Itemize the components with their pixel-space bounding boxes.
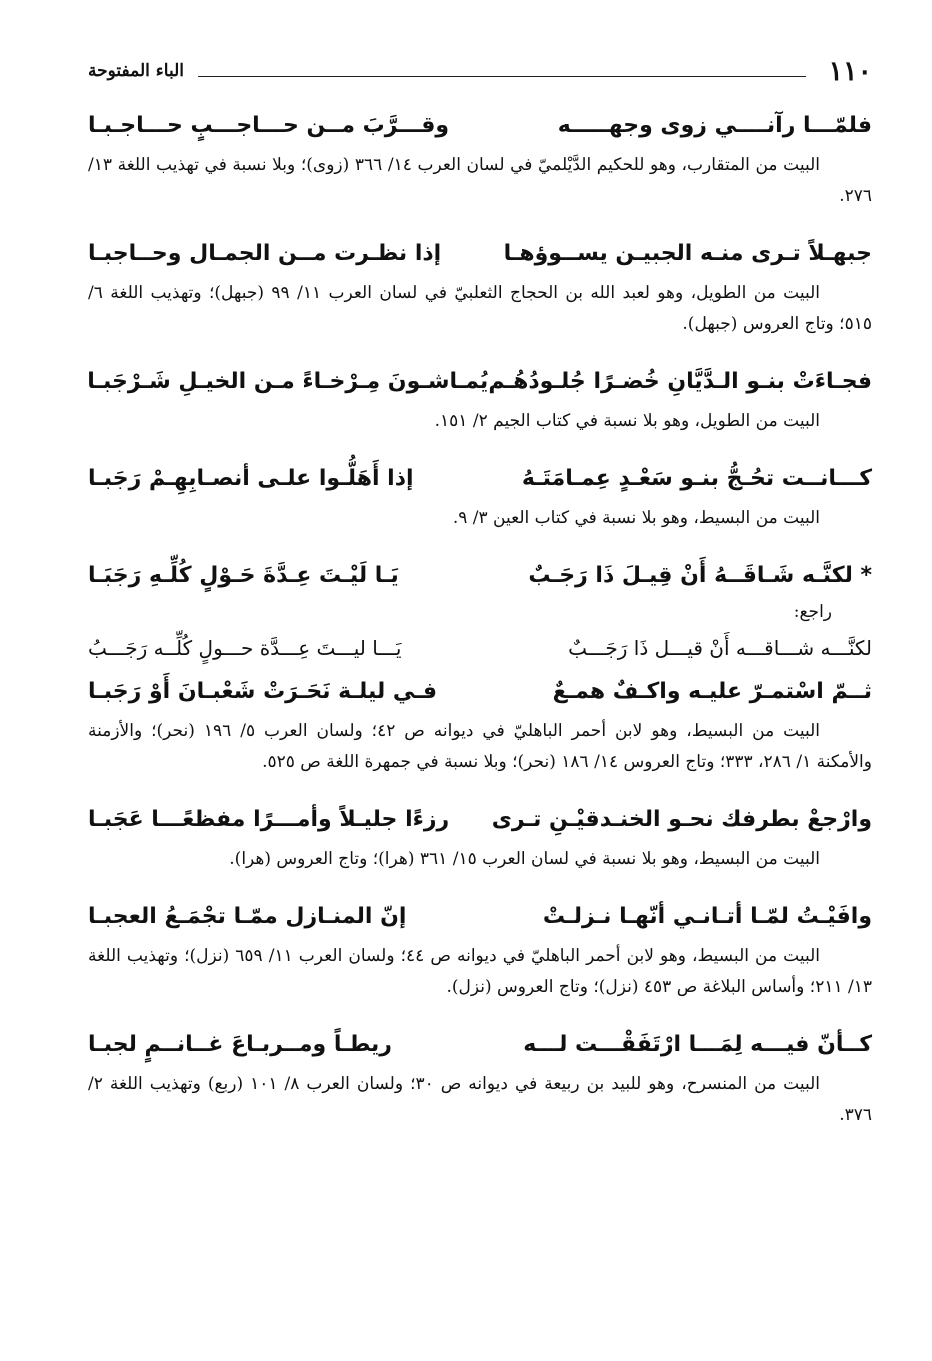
page-body: [88, 104, 872, 1151]
verse-second-hemistich: يُمـاشـونَ مِـرْخـاءً مـن الخيـلِ شَـرْجَبـا: [87, 369, 489, 394]
page-number: ١١٠: [828, 55, 872, 87]
verse-second-hemistich: يَـا لَيْـتَ عِـدَّةَ حَـوْلٍ كُلِّـهِ رَجَبَـا: [88, 563, 399, 588]
verse-line: [88, 1023, 872, 1067]
verse-first-hemistich: وارْجعْ بطرفك نحـو الخنـدقيْـنِ تـرى: [491, 807, 872, 832]
verse-first-hemistich: * لكنَّـه شَـاقَــهُ أَنْ قِيـلَ ذَا رَجَـبٌ: [528, 563, 872, 588]
verse-entry: [88, 554, 872, 670]
verse-line: [88, 104, 872, 148]
verse-commentary: البيت من البسيط، وهو لابن أحمر الباهليّ في ديوانه ص ٤٢؛ ولسان العرب ٥/ ١٩٦ (نحر)؛ والأزمنة والأمكنة ١/ ٢٨٦، ٣٣٣؛ وتاج العروس ١٤/ ١٨٦ (نحر)؛ وبلا نسبة في جمهرة اللغة ص ٥٢٥.: [88, 721, 872, 772]
verse-commentary: البيت من المنسرح، وهو للبيد بن ربيعة في ديوانه ص ٣٠؛ ولسان العرب ٨/ ١٠١ (ربع) وتهذيب اللغة ٢/ ٣٧٦.: [88, 1074, 872, 1125]
verse-second-hemistich: إذا أَهَلُّـوا علـى أنصـابِهِـمْ رَجَبـا: [88, 466, 414, 491]
verse-second-hemistich: إذا نظـرت مــن الجمـال وحــاجبـا: [88, 241, 442, 266]
verse-second-hemistich: إنّ المنـازل ممّـا تجْمَـعُ العجبـا: [88, 904, 407, 929]
verse-first-hemistich: جبهـلاً تـرى منـه الجبيـن يســوؤهـا: [503, 241, 872, 266]
header-rule: [198, 76, 806, 77]
verse-first-hemistich: ثــمّ اسْتمـرّ عليـه واكـفٌ همـعٌ: [552, 679, 872, 704]
verse-line: [88, 895, 872, 939]
verse-first-hemistich: لكنَّـــه شـــاقـــه أَنْ قيـــل ذَا رَجَـــبٌ: [568, 636, 872, 660]
verse-line: [88, 670, 872, 714]
cross-reference-label: راجع:: [793, 602, 832, 622]
verse-line: [88, 457, 872, 501]
verse-line: [88, 554, 872, 598]
verse-second-hemistich: يَـــا ليـــتَ عِـــدَّة حـــولٍ كُلِّــه رَجَـــبُ: [88, 636, 402, 660]
verse-second-hemistich: فـي ليلـة نَحَـرَتْ شَعْبـانَ أَوْ رَجَبـا: [88, 679, 438, 704]
verse-entry: [88, 104, 872, 212]
verse-line: [88, 360, 872, 404]
page-header: [88, 54, 872, 88]
verse-commentary: البيت من البسيط، وهو لابن أحمر الباهليّ في ديوانه ص ٤٤؛ ولسان العرب ١١/ ٦٥٩ (نزل)؛ وتهذيب اللغة ١٣/ ٢١١؛ وأساس البلاغة ص ٤٥٣ (نزل)؛ وتاج العروس (نزل).: [88, 946, 872, 997]
verse-entry: [88, 895, 872, 1003]
cross-reference-verse: [88, 626, 872, 670]
verse-first-hemistich: وافَيْـتُ لمّـا أتـانـي أنّهـا نـزلـتْ: [542, 904, 872, 929]
verse-first-hemistich: كـــانــت تحُـجُّ بنـو سَعْـدٍ عِمـامَتَـهُ: [521, 466, 872, 491]
verse-entry: [88, 232, 872, 340]
verse-second-hemistich: رزءًا جليـلاً وأمـــرًا مفظعًـــا عَجَبـا: [88, 807, 450, 832]
verse-entry: [88, 1023, 872, 1131]
verse-commentary: البيت من الطويل، وهو بلا نسبة في كتاب الجيم ٢/ ١٥١.: [434, 411, 820, 431]
verse-line: [88, 232, 872, 276]
verse-commentary: البيت من البسيط، وهو بلا نسبة في كتاب العين ٣/ ٩.: [452, 508, 820, 528]
verse-entry: [88, 798, 872, 875]
verse-first-hemistich: فجـاءَتْ بنـو الـدَّيَّانِ خُضـرًا جُلـودُهُـم: [488, 369, 872, 394]
verse-second-hemistich: وقـــرَّبَ مــن حـــاجـــبٍ حـــاجـبـا: [88, 113, 450, 138]
verse-second-hemistich: ريطـاً ومــربـاعَ غــانــمٍ لجبـا: [88, 1032, 392, 1057]
chapter-title: الباء المفتوحة: [88, 61, 184, 81]
verse-commentary: البيت من الطويل، وهو لعبد الله بن الحجاج الثعلبيّ في لسان العرب ١١/ ٩٩ (جبهل)؛ وتهذيب اللغة ٦/ ٥١٥؛ وتاج العروس (جبهل).: [88, 283, 872, 334]
verse-entry: [88, 360, 872, 437]
verse-line: [88, 798, 872, 842]
verse-commentary: البيت من البسيط، وهو بلا نسبة في لسان العرب ١٥/ ٣٦١ (هرا)؛ وتاج العروس (هرا).: [229, 849, 820, 869]
verse-first-hemistich: فلمّـــا رآنــــي زوى وجهـــــه: [557, 113, 872, 138]
verse-commentary: البيت من المتقارب، وهو للحكيم الدَّيْلميّ في لسان العرب ١٤/ ٣٦٦ (زوى)؛ وبلا نسبة في تهذيب اللغة ١٣/ ٢٧٦.: [88, 155, 872, 206]
verse-entry: [88, 670, 872, 778]
verse-first-hemistich: كــأنّ فيـــه لِمَـــا ارْتَفَقْـــت لـــه: [523, 1032, 872, 1057]
verse-entry: [88, 457, 872, 534]
